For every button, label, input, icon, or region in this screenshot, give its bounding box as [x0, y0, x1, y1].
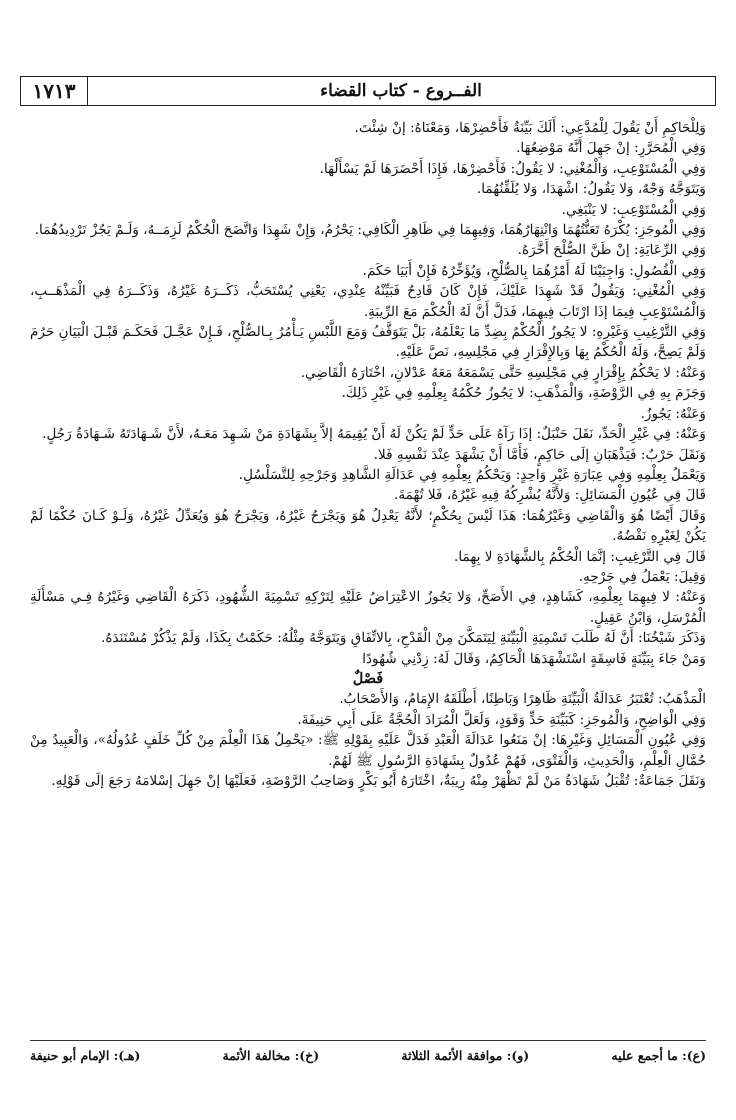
paragraph: وَنَقَلَ جَمَاعَةٌ: تُقْبَلُ شَهَادَةُ مَنْ لَمْ تَظْهَرْ مِنْهُ رِيبَةٌ، اخْتَارَهُ أَبُو بَكْرٍ وَصَاحِبُ الرَّوْضَةِ، فَعَلَيْهَا إنْ جَهِلَ إسْلامَهُ رَجَعَ إلَى قَوْلِهِ. [51, 773, 706, 789]
paragraph: وَفِي الْمُغْنِي: وَيَقُولُ قَدْ شَهِدَا عَلَيْكَ، فَإِنْ كَانَ قَادِحٌ فَبَيِّنْهُ عِنْدِي، يَعْنِي يُسْتَحَبُّ، ذَكَــرَهُ غَيْرُهُ، وَذَكَــرَهُ فِي الْمَذْهَــبِ، وَالْمُسْتَوْعِبِ فِيمَا إذَا ارْتَابَ فِيهِمَا، فَدَلَّ أَنَّ لَهُ الْحُكْمَ مَعَ الرِّيبَةِ. [30, 283, 706, 320]
paragraph: وَفِي الْفُصُولِ: وَاجِبَيْنَا لَهُ أَمْرُهُمَا بِالصُّلْحِ، وَيُؤَخِّرُهُ فَإِنْ أَبَيَا حَكَمَ. [362, 262, 706, 279]
abbr-abu-hanifa: (هـ): الإمام أبو حنيفة [30, 1048, 141, 1063]
abbreviations-footer [30, 1046, 706, 1068]
paragraph: وَفِي التَّرْغِيبِ وَغَيْرِهِ: لا يَجُوزُ الْحُكْمُ بِضِدِّ مَا يَعْلَمُهُ، بَلْ يَتَوَقَّفُ وَمَعَ اللَّبْسِ يَـأْمُرُ بِـالصُّلْحِ، فَـإِنْ عَجَّـلَ فَحَكَـمَ قَبْـلَ الْبَيَانِ حَرُمَ وَلَمْ يَصِحَّ، وَلَهُ الْحُكْمُ بِهَا وَبِالإِقْرَارِ فِي مَجْلِسِهِ، نَصَّ عَلَيْهِ. [30, 324, 706, 361]
paragraph: وَلِلْحَاكِمِ أَنْ يَقُولَ لِلْمُدَّعِي: أَلَكَ بَيِّنَةٌ فَأَحْضِرْهَا، وَمَعْنَاهُ: إنْ شِئْتَ. [354, 120, 706, 136]
paragraph: وَقِيلَ: يَعْمَلُ فِي جَرْحِهِ. [578, 568, 706, 585]
footer-divider [30, 1040, 706, 1041]
paragraph: وَقَالَ أَيْضًا هُوَ وَالْقَاضِي وَغَيْرُهُمَا: هَذَا لَيْسَ بِحُكْمٍ؛ لأَنَّهُ يَعْدِلُ هُوَ وَيَجْرَحُ غَيْرُهُ، وَيَجْرَحُ هُوَ وَيُعَدِّلُ غَيْرُهُ، وَلَـوْ كَـانَ حُكْمًا لَمْ يَكُنْ لِغَيْرِهِ نَقْضُهُ. [30, 507, 706, 545]
paragraph: وَعَنْهُ: لا يَحْكُمُ بِإِقْرَارٍ فِي مَجْلِسِهِ حَتَّى يَسْمَعَهُ مَعَهُ عَدْلانِ، اخْتَارَهُ الْقَاضِي. [300, 364, 706, 381]
section-heading: فَصْلٌ [352, 669, 384, 687]
abbr-agreed: (ع): ما أجمع عليه [611, 1048, 706, 1063]
paragraph: وَمَنْ جَاءَ بِبَيِّنَةٍ فَاسِقَةٍ اسْتَشْهَدَهَا الْحَاكِمُ، وَقَالَ لَهُ: زِدْنِي شُهُودًا [362, 650, 706, 667]
paragraph: وَفِي عُيُونِ الْمَسَائِلِ وَغَيْرِهَا: إنْ مَنَعُوا عَدَالَةَ الْعَبْدِ فَدَلَّ عَلَيْهِ بِقَوْلِهِ ﷺ: «يَحْمِلُ هَذَا الْعِلْمَ مِنْ كُلِّ خَلَفٍ عُدُولُهُ»، وَالْعَبِيدُ مِنْ حُمَّالِ الْعِلْمِ، وَالْحَدِيثِ، وَالْفَتْوَى، فَهُمْ عُدُولٌ بِشَهَادَةِ الرَّسُولِ ﷺ لَهُمْ. [30, 732, 706, 769]
paragraph: وَنَقَلَ حَرْبٌ: فَيَذْهَبَانِ إلَى حَاكِمٍ، فَأَمَّا أَنْ يَشْهَدَ عِنْدَ نَفْسِهِ فَلا. [373, 446, 706, 463]
abbr-three-imams: (و): موافقة الأئمة الثلاثة [401, 1048, 530, 1063]
running-title: الفــروع - كتاب القضاء [320, 81, 482, 101]
paragraph: وَعَنْهُ: لا فِيهِمَا بِعِلْمِهِ، كَشَاهِدٍ، فِي الأَصَحِّ، وَلا يَجُوزُ الاعْتِرَاضُ عَلَيْهِ لِتَرْكِهِ تَسْمِيَةَ الشُّهُودِ، ذَكَرَهُ الْقَاضِي وَغَيْرُهُ فِـي مَسْأَلَةِ الْمُرْسَلِ، وَابْنُ عَقِيلٍ. [30, 589, 706, 626]
paragraph: قَالَ فِي التَّرْغِيبِ: إنَّمَا الْحُكْمُ بِالشَّهَادَةِ لا بِهِمَا. [454, 548, 706, 565]
paragraph: وَفِي الْمُسْتَوْعِبِ، وَالْمُغْنِي: لا يَقُولُ: فَأَحْضِرْهَا، فَإِذَا أَحْضَرَهَا لَمْ يَسْأَلْهَا. [319, 160, 706, 177]
paragraph: وَفِي الْمُوجَزِ: يُكْرَهُ تَعَنُّتُهُمَا وَانْتِهَارُهُمَا، وَفِيهِمَا فِي ظَاهِرِ الْكَافِي: يَحْرُمُ، وَإِنْ شَهِدَا وَاتَّضَحَ الْحُكْمُ لَزِمَــهُ، وَلَـمْ يَجُزْ تَرْدِيدُهُمَا. [34, 222, 706, 239]
paragraph: وَفِي الْمُحَرَّرِ: إنْ جَهِلَ أَنَّهُ مَوْضِعُهَا. [516, 140, 706, 157]
paragraph: قَالَ فِي عُيُونِ الْمَسَائِلِ: وَلأَنَّهُ يُشْرِكُهُ فِيهِ غَيْرُهُ، فَلا تُهْمَةَ. [394, 487, 706, 504]
paragraph: وَجَزَمَ بِهِ فِي الرَّوْضَةِ، وَالْمَذْهَبِ: لا يَجُوزُ حُكْمُهُ بِعِلْمِهِ فِي غَيْرِ ذَلِكَ. [341, 385, 706, 402]
paragraph: وَفِي الْمُسْتَوْعِبِ: لا يَنْبَغِي. [561, 201, 706, 218]
paragraph: وَيَتَوَجَّهُ وَجْهٌ، وَلا يَقُولُ: اشْهَدَا، وَلا يُلَقِّنُهُمَا. [476, 181, 706, 198]
page-body [30, 118, 706, 791]
page-number: ١٧١٣ [21, 77, 88, 105]
abbr-differing: (خ): مخالفة الأئمة [222, 1048, 320, 1063]
paragraph: وَيَعْمَلُ بِعِلْمِهِ وَفِي عِبَارَةِ غَيْرِ وَاحِدٍ: وَيَحْكُمُ بِعِلْمِهِ فِي عَدَالَةِ الشَّاهِدِ وَجَرْحِهِ لِلتَّسَلْسُلِ. [238, 466, 706, 483]
paragraph: وَعَنْهُ: فِي غَيْرِ الْحَدِّ، نَقَلَ حَنْبَلٌ: إذَا رَآهُ عَلَى حَدٍّ لَمْ يَكُنْ لَهُ أَنْ يُقِيمَهُ إلاَّ بِشَهَادَةِ مَنْ شَـهِدَ مَعَـهُ، لأَنَّ شَـهَادَتَهُ شَـهَادَةُ رَجُلٍ. [42, 426, 706, 443]
running-header [20, 76, 716, 106]
paragraph: وَعَنْهُ: يَجُوزُ. [640, 405, 706, 422]
paragraph: وَفِي الرِّعَايَةِ: إنْ ظَنَّ الصُّلْحَ أَخَّرَهُ. [517, 242, 706, 259]
paragraph: وَفِي الْوَاضِحِ، وَالْمُوجَزِ: كَبَيِّنَةِ حَدٍّ وَقَوَدٍ، وَلَعَلَّ الْمُرَادَ الْحُجَّةُ عَلَى أَبِي حَنِيفَةَ. [297, 711, 706, 728]
paragraph: الْمَذْهَبُ: تُعْتَبَرُ عَدَالَةُ الْبَيِّنَةِ ظَاهِرًا وَبَاطِنًا، أَطْلَقَهُ الإِمَامُ، وَالأَصْحَابُ. [339, 691, 706, 708]
paragraph: وَذَكَرَ شَيْخُنَا: أَنَّ لَهُ طَلَبَ تَسْمِيَةِ الْبَيِّنَةِ لِيَتَمَكَّنَ مِنْ الْقَدْحِ، بِالاتِّفَاقِ وَيَتَوَجَّهُ مِثْلُهُ: حَكَمْتُ بِكَذَا، وَلَمْ يَذْكُرْ مُسْتَنَدَهُ. [101, 630, 706, 647]
